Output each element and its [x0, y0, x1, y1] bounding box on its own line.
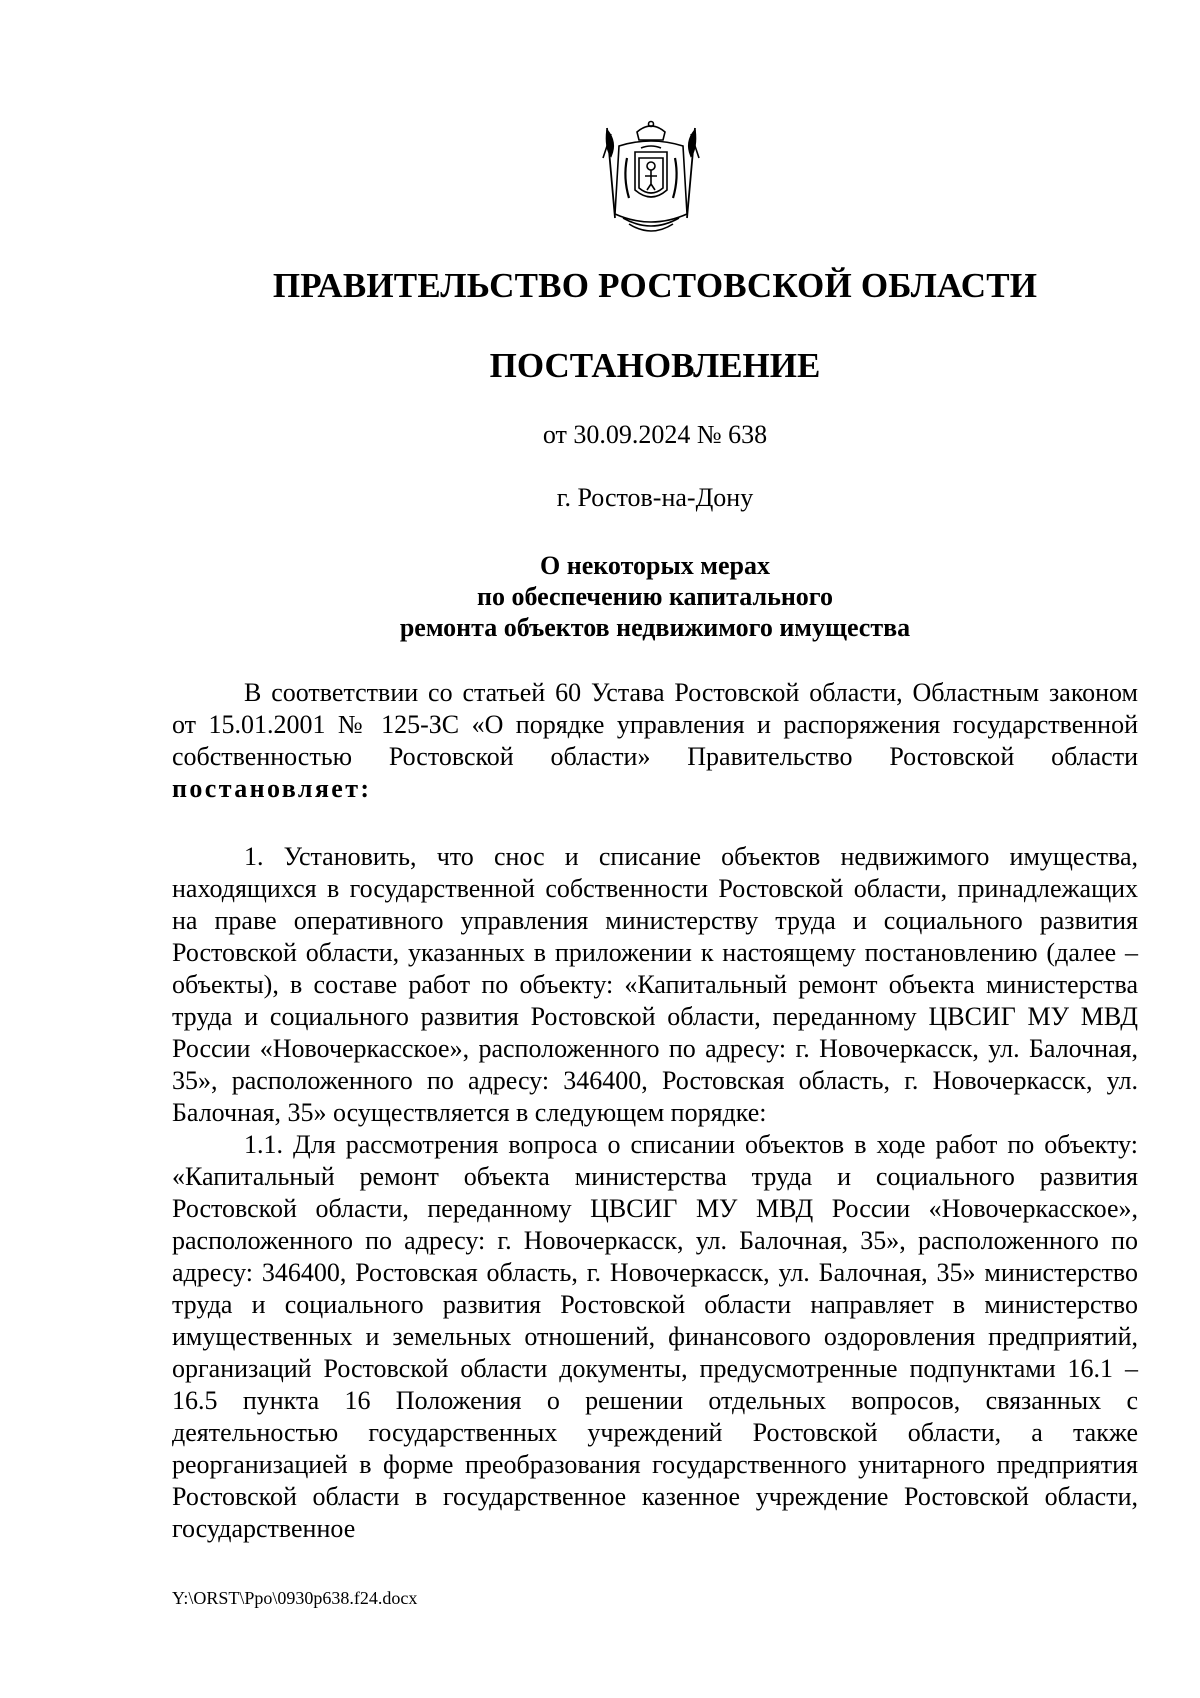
document-type: ПОСТАНОВЛЕНИЕ — [489, 346, 821, 385]
subject-line-1: О некоторых мерах — [540, 551, 770, 580]
clause-1: 1. Установить, что снос и списание объектов недвижимого имущества, находящихся в государственной собственности Ростовской области, принадлежащих на праве оперативного управления министерству труда и социального развития Ростовской области, указанных в приложении к настоящему постановлению (далее – объекты), в составе работ по объекту: «Капитальный ремонт объекта министерства труда и социального развития Ростовской области, переданному ЦВСИГ МУ МВД России «Новочеркасское», расположенного по адресу: г. Новочеркасск, ул. Балочная, 35», расположенного по адресу: 346400, Ростовская область, г. Новочеркасск, ул. Балочная, 35» осуществляется в следующем порядке: — [172, 842, 1138, 1127]
preamble-text: В соответствии со статьей 60 Устава Ростовской области, Областным законом от 15.01.2001 № 125-ЗС «О порядке управления и распоряжения государственной собственностью Ростовской области» Правительство Ростовской области — [172, 678, 1138, 771]
footer-file-path: Y:\ORST\Ppo\0930p638.f24.docx — [172, 1588, 418, 1608]
clause-1-1: 1.1. Для рассмотрения вопроса о списании объектов в ходе работ по объекту: «Капитальный ремонт объекта министерства труда и социального развития Ростовской области, переданному ЦВСИГ МУ МВД России «Новочеркасское», расположенного по адресу: г. Новочеркасск, ул. Балочная, 35», расположенного по адресу: 346400, Ростовская область, г. Новочеркасск, ул. Балочная, 35» министерство труда и социального развития Ростовской области направляет в министерство имущественных и земельных отношений, финансового оздоровления предприятий, организаций Ростовской области документы, предусмотренные подпунктами 16.1 – 16.5 пункта 16 Положения о решении отдельных вопросов, связанных с деятельностью государственных учреждений Ростовской области, а также реорганизацией в форме преобразования государственного унитарного предприятия Ростовской области в государственное казенное учреждение Ростовской области, государственное — [172, 1130, 1138, 1543]
document-city: г. Ростов-на-Дону — [556, 483, 754, 512]
subject-line-2: по обеспечению капитального — [477, 582, 833, 611]
preamble-paragraph — [172, 677, 1138, 805]
subject-line-3: ремонта объектов недвижимого имущества — [399, 613, 911, 642]
rostov-oblast-coat-of-arms-icon — [597, 118, 705, 240]
document-subject — [172, 550, 1138, 643]
preamble-emphasis: постановляет: — [172, 774, 372, 803]
document-body — [172, 677, 1138, 1545]
organization-title: ПРАВИТЕЛЬСТВО РОСТОВСКОЙ ОБЛАСТИ — [272, 266, 1038, 305]
document-number-date: от 30.09.2024 № 638 — [542, 420, 768, 449]
paragraph-gap — [172, 805, 1138, 841]
